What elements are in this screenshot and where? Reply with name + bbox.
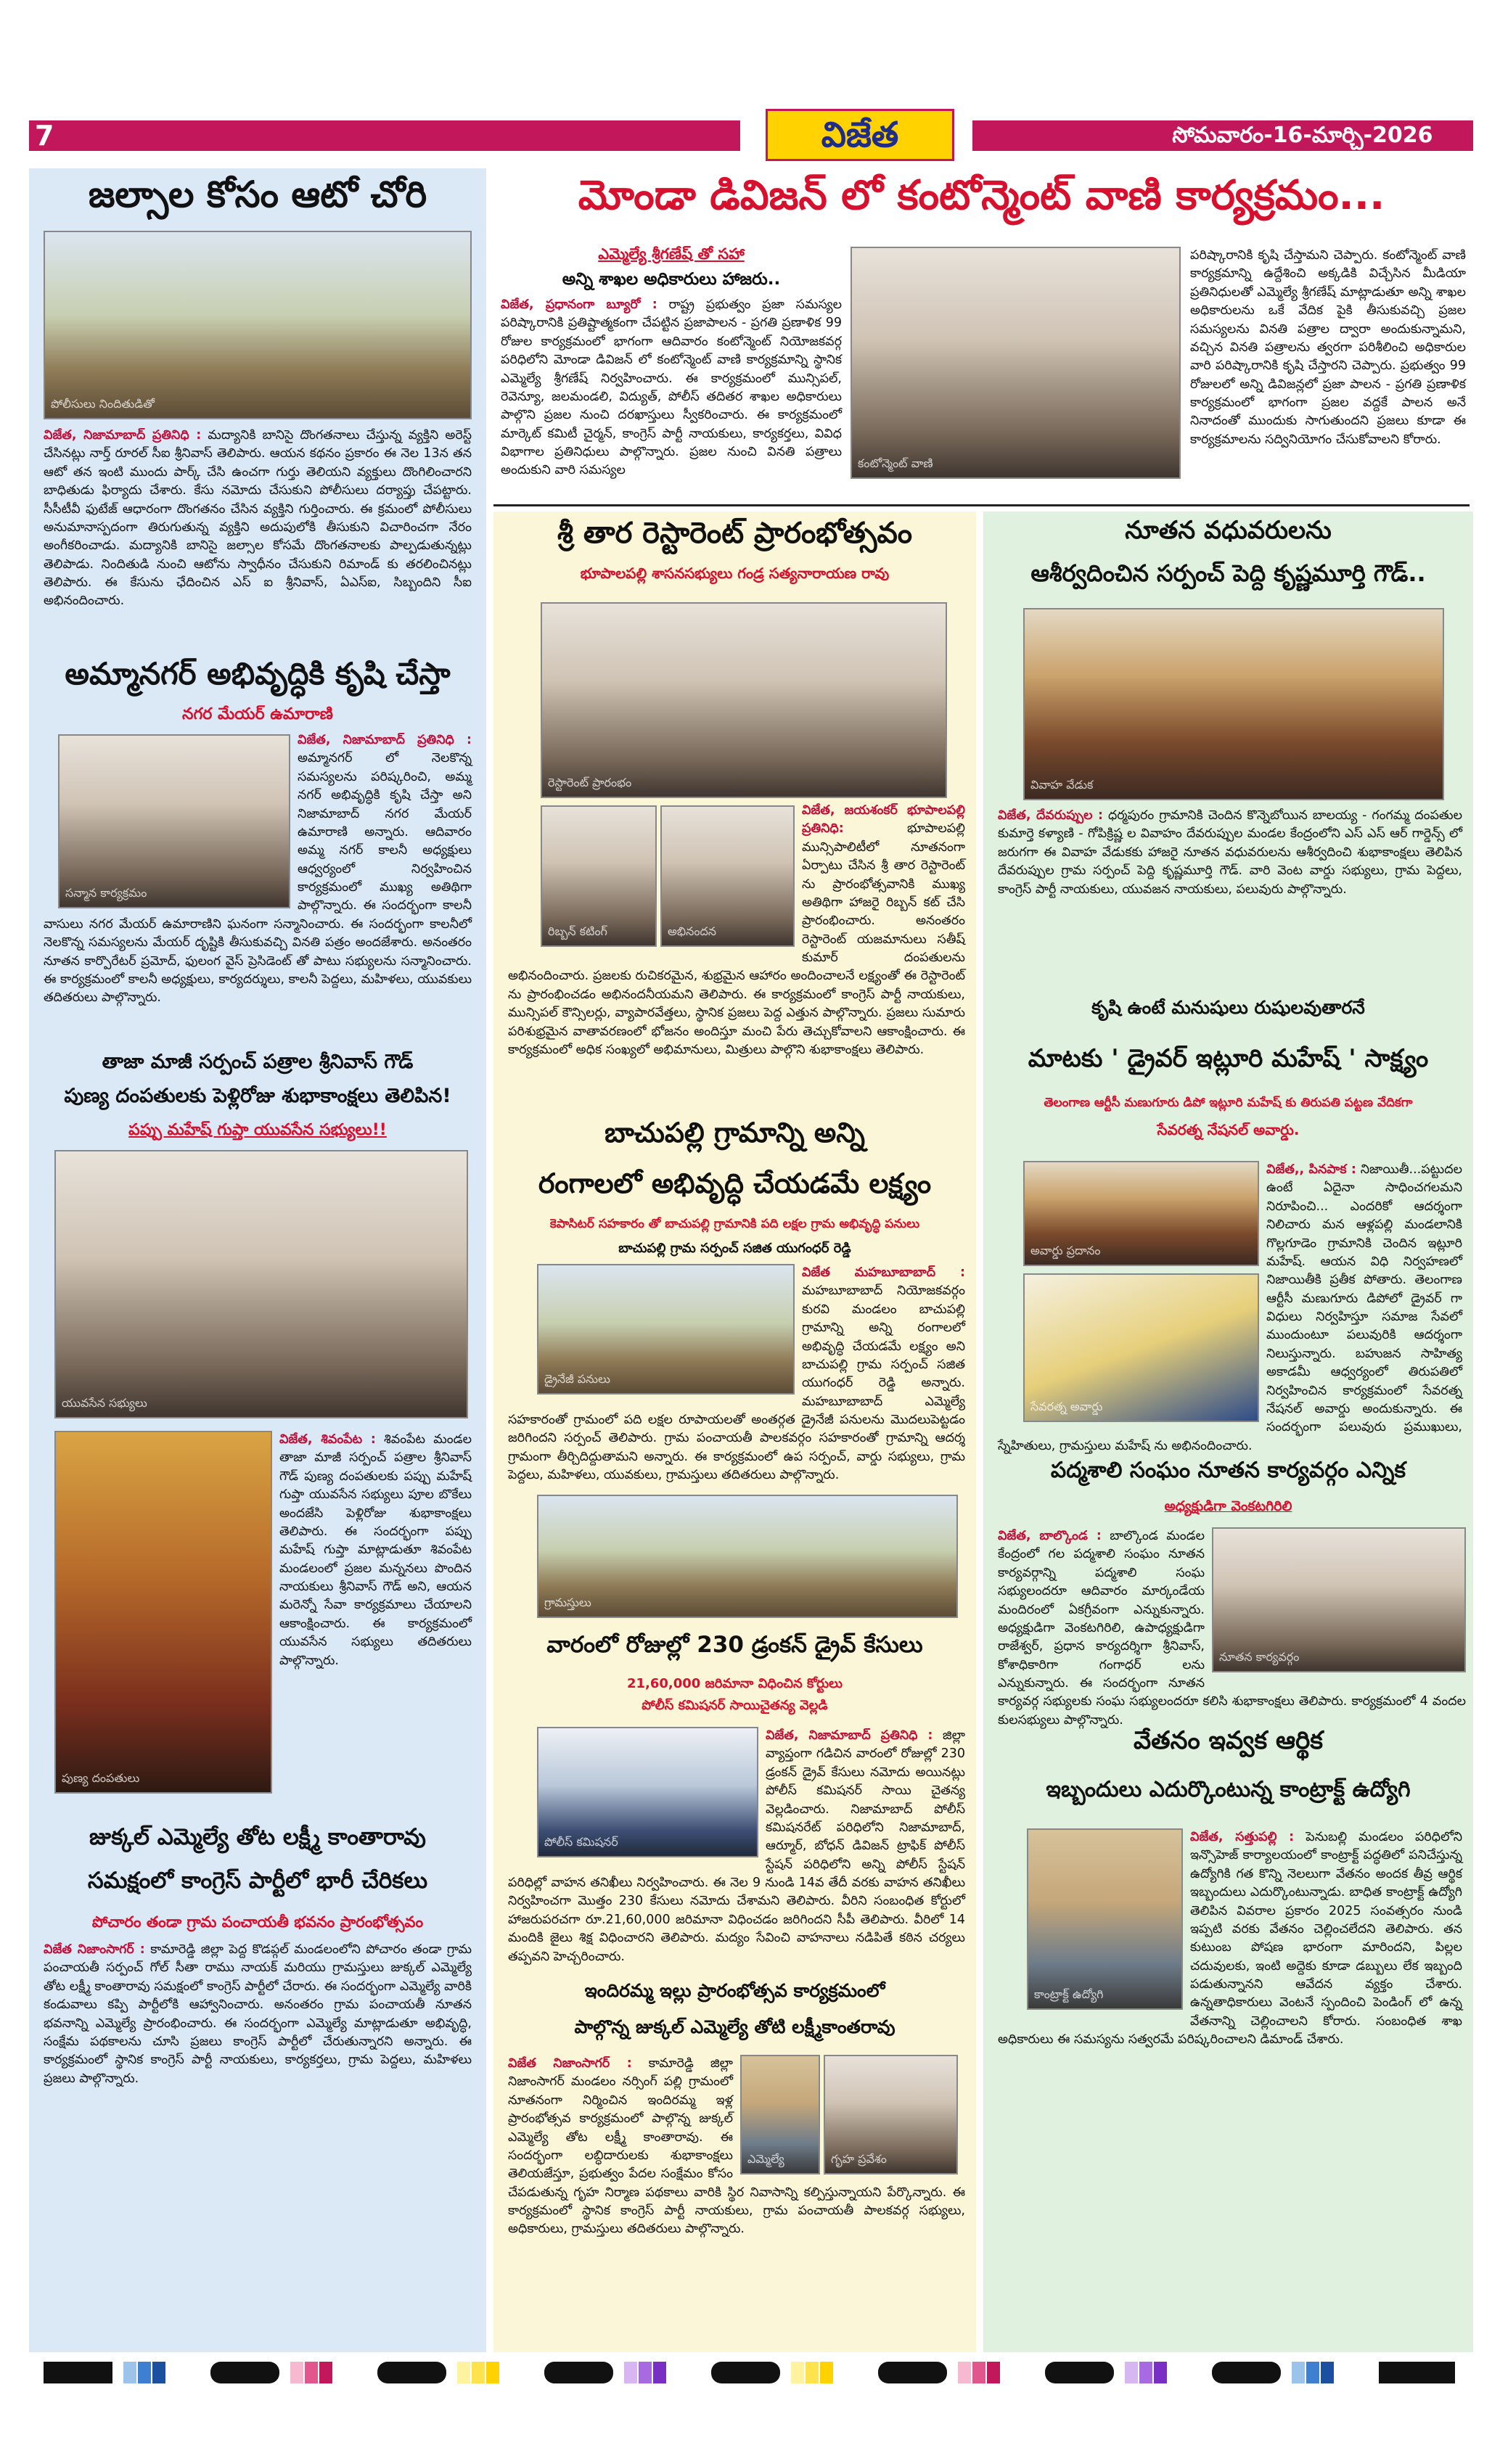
- subhead-bachupalli-1: కెపాసిటర్ సహకారం తో బాచుపల్లి గ్రామానికి పది లక్షల గ్రామ అభివృద్ధి పనులు: [549, 1217, 920, 1231]
- logo-text: విజేత: [821, 115, 899, 155]
- body-employee: పెనుబల్లి మండలం పరిధిలోని ఇన్సొహెజ్ కార్యాలయంలో కాంట్రాక్ట్ పద్ధతిలో పనిచేస్తున్న ఉద్యోగికి గత కొన్ని నెలలుగా వేతనం అందక తీవ్ర ఆర్థిక ఇబ్బందులు ఎదుర్కొంటున్నాడు. బాధిత కాంట్రాక్ట్ ఉద్యోగి తెలిపిన వివరాల ప్రకారం 2025 సంవత్సరం నుండి ఇప్పటి వరకు వేతనం చెల్లించలేదని తెలిపారు. తన కుటుంబ పోషణ భారంగా మారిందని, పిల్లల చదువులకు, ఇంటి అద్దెకు కూడా డబ్బులు లేక ఇబ్బంది పడుతున్నానని ఆవేదన వ్యక్తం చేశారు. ఉన్నతాధికారులు వెంటనే స్పందించి పెండింగ్ లో ఉన్న వేతనాన్ని చెల్లించాలని కోరారు. సంబంధిత శాఖ అధికారులు ఈ సమస్యను సత్వరమే పరిష్కరించాలని డిమాండ్ చేశారు.: [998, 1830, 1462, 2048]
- photo-anniversary-group: యువసేన సభ్యులు: [54, 1150, 468, 1418]
- dateline-tara: విజేత, జయశంకర్ భూపాలపల్లి ప్రతినిధి:: [802, 803, 965, 837]
- photo-tara-b: అభినందన: [660, 805, 795, 947]
- kicker-monda: ఎమ్మెల్యే శ్రీగణేష్ తో సహా: [598, 245, 745, 263]
- subhead-bachupalli-2: బాచుపల్లి గ్రామ సర్పంచ్ సజిత యుగంధర్ రెడ్డి: [618, 1241, 851, 1256]
- divider-top-banner: [493, 504, 1470, 506]
- headline-driver-2: మాటకు ' డ్రైవర్ ఇట్లూరి మహేష్ ' సాక్ష్యం: [1028, 1044, 1429, 1073]
- dateline-anniversary: విజేత, శివంపేట :: [279, 1432, 376, 1447]
- article-auto-theft: [44, 427, 472, 648]
- headline-auto-theft: జల్సాల కోసం ఆటో చోరి: [88, 173, 427, 215]
- subhead-driver-2: సేవరత్న నేషనల్ అవార్డు.: [1157, 1121, 1300, 1138]
- dateline-jukkal: విజేత నిజాంసాగర్ :: [44, 1942, 145, 1957]
- headline-sarpanch-1: నూతన వధువరులను: [1125, 516, 1332, 545]
- headline-drunk-drive: వారంలో రోజుల్లో 230 డ్రంకన్ డ్రైవ్ కేసులు: [546, 1632, 923, 1658]
- headline-indiramma-1: ఇందిరమ్మ ఇల్లు ప్రారంభోత్సవ కార్యక్రమంలో: [584, 1980, 885, 2001]
- photo-ammanagar: సన్మాన కార్యక్రమం: [58, 734, 290, 908]
- headline-jukkal-2: సమక్షంలో కాంగ్రెస్ పార్టీలో భారీ చేరికలు: [87, 1868, 428, 1894]
- subhead-drunk-drive-2: పోలీస్ కమిషనర్ సాయిచైతన్య వెల్లడి: [642, 1698, 828, 1713]
- subhead-tara: భూపాలపల్లి శాసనసభ్యులు గండ్ర సత్యనారాయణ రావు: [580, 564, 890, 582]
- body-ammanagar: అమ్మానగర్ లో నెలకొన్న సమస్యలను పరిష్కరించి, అమ్మ నగర్ అభివృద్ధికి కృషి చేస్తా అని నిజామాబాద్ నగర మేయర్ ఉమారాణి అన్నారు. ఆదివారం అమ్మ నగర్ కాలనీ అధ్యక్షులు ఆధ్వర్యంలో నిర్వహించిన కార్యక్రమంలో ముఖ్య అతిథిగా పాల్గొన్నారు. ఈ సందర్భంగా కాలనీ వాసులు నగర మేయర్ ఉమారాణిని ఘనంగా సన్మానించారు. ఈ సందర్భంగా కాలనీలో నెలకొన్న సమస్యలను మేయర్ దృష్టికి తీసుకువచ్చి వినతి పత్రం అందజేశారు. అనంతరం నూతన కార్పొరేటర్ ప్రమోద్, ఫులంగ వైస్ ప్రెసిడెంట్ తో పాటు సభ్యులను సన్మానించారు. ఈ కార్యక్రమంలో కాలనీ అధ్యక్షులు, కార్యదర్శులు, కాలనీ పెద్దలు, మహిళలు, యువకులు తదితరులు పాల్గొన్నారు.: [44, 751, 472, 1006]
- dateline-sarpanch: విజేత, దేవరుప్పుల :: [998, 808, 1104, 823]
- body-padmashali: బాల్కొండ మండల కేంద్రంలో గల పద్మశాలి సంఘం నూతన కార్యవర్గాన్ని పద్మశాలి సంఘ సభ్యులందరూ ఆదివారం మార్కండేయ మందిరంలో ఏకగ్రీవంగా ఎన్నుకున్నారు. అధ్యక్షుడిగా వెంకటగిరిలి, ఉపాధ్యక్షుడిగా రాజేశ్వర్, ప్రధాన కార్యదర్శిగా శ్రీనివాస్, కోశాధికారిగా గంగాధర్ లను ఎన్నుకున్నారు. ఈ సందర్భంగా నూతన కార్యవర్గ సభ్యులకు సంఘ సభ్యులందరూ కలిసి శుభాకాంక్షలు తెలిపారు. కార్యక్రమంలో 4 వందల కులసభ్యులు పాల్గొన్నారు.: [998, 1529, 1466, 1728]
- headline-employee-1: వేతనం ఇవ్వక ఆర్థిక: [1134, 1726, 1323, 1755]
- headline-bachupalli-1: బాచుపల్లి గ్రామాన్ని అన్ని: [604, 1117, 865, 1149]
- body-drunk-drive: జిల్లా వ్యాప్తంగా గడిచిన వారంలో రోజుల్లో 230 డ్రంకన్ డ్రైవ్ కేసులు నమోదు అయినట్లు పోలీస్ కమిషనర్ సాయి చైతన్య వెల్లడించారు. నిజామాబాద్ పోలీస్ కమిషనరేట్ పరిధిలోని నిజామాబాద్, ఆర్మూర్, బోధన్ డివిజన్ ట్రాఫిక్ పోలీస్ స్టేషన్ పరిధిలోని అన్ని పోలీస్ స్టేషన్ పరిధిల్లో వాహన తనిఖీలు నిర్వహించారు. ఈ నెల 9 నుండి 14వ తేదీ వరకు వాహన తనిఖీలు నిర్వహించగా మొత్తం 230 కేసులు నమోదు చేశామని తెలిపారు. వీరిని సంబంధిత కోర్టులో హాజరుపరచగా రూ.21,60,000 జరిమానా విధించడం జరిగిందని సీపీ తెలిపారు. వీరిలో 14 మందికి జైలు శిక్ష విధించారని తెలిపారు. మద్యం సేవించి వాహనాలు నడిపితే కఠిన చర్యలు తప్పవని హెచ్చరించారు.: [508, 1728, 965, 1964]
- headline-tara: శ్రీ తార రెస్టారెంట్ ప్రారంభోత్సవం: [557, 517, 913, 550]
- headline-monda: మోండా డివిజన్ లో కంటోన్మెంట్ వాణి కార్యక్రమం...: [578, 172, 1385, 219]
- headline-anniversary-2: పుణ్య దంపతులకు పెళ్లిరోజు శుభాకాంక్షలు తెలిపిన!: [64, 1085, 451, 1107]
- photo-bachupalli-b: గ్రామస్తులు: [537, 1495, 958, 1618]
- dateline-indiramma: విజేత నిజాంసాగర్ :: [508, 2056, 632, 2071]
- article-drunk-drive: [508, 1727, 965, 1966]
- dateline-drunk-drive: విజేత, నిజామాబాద్ ప్రతినిధి :: [766, 1728, 933, 1743]
- registration-bar: [44, 2362, 1459, 2385]
- body-indiramma: కామారెడ్డి జిల్లా నిజాంసాగర్ మండలం నర్సింగ్ పల్లి గ్రామంలో నూతనంగా నిర్మించిన ఇందిరమ్మ ఇళ్ల ప్రారంభోత్సవ కార్యక్రమంలో పాల్గొన్న జుక్కల్ ఎమ్మెల్యే తోట లక్ష్మీ కాంతారావు. ఈ సందర్భంగా లబ్ధిదారులకు శుభాకాంక్షలు తెలియజేస్తూ, ప్రభుత్వం పేదల సంక్షేమం కోసం చేపడుతున్న గృహ నిర్మాణ పథకాలు వారికి స్థిర నివాసాన్ని కల్పిస్తున్నాయని పేర్కొన్నారు. ఈ కార్యక్రమంలో స్థానిక కాంగ్రెస్ పార్టీ నాయకులు, గ్రామ పంచాయతీ పాలకవర్గ సభ్యులు, అధికారులు, గ్రామస్తులు తదితరులు పాల్గొన్నారు.: [508, 2056, 965, 2237]
- headline-jukkal-1: జుక్కల్ ఎమ్మెల్యే తోట లక్ష్మీ కాంతారావు: [89, 1824, 426, 1850]
- date-line: సోమవారం-16-మార్చి-2026: [1172, 123, 1433, 148]
- photo-anniversary-couple: పుణ్య దంపతులు: [54, 1431, 272, 1794]
- body-jukkal: కామారెడ్డి జిల్లా పెద్ద కొడప్గల్ మండలంలోని పోచారం తండా గ్రామ పంచాయతీ సర్పంచ్ గోల్ సీతా రాము నాయక్ మరియు గ్రామస్తులు జుక్కల్ ఎమ్మెల్యే తోట లక్ష్మీ కాంతారావు సమక్షంలో కాంగ్రెస్ పార్టీలో చేరారు. ఈ సందర్భంగా ఎమ్మెల్యే వారికి కండువాలు కప్పి పార్టీలోకి ఆహ్వానించారు. అనంతరం గ్రామ పంచాయతీ నూతన భవనాన్ని ఎమ్మెల్యే ప్రారంభించారు. ఈ సందర్భంగా ఎమ్మెల్యే మాట్లాడుతూ అభివృద్ధి, సంక్షేమ పథకాలను చూసి ప్రజలు కాంగ్రెస్ పార్టీలో చేరుతున్నారని అన్నారు. ఈ కార్యక్రమంలో స్థానిక కాంగ్రెస్ పార్టీ నాయకులు, కార్యకర్తలు, గ్రామ పెద్దలు, మహిళలు ప్రజలు పాల్గొన్నారు.: [44, 1942, 472, 2086]
- dateline-employee: విజేత, సత్తుపల్లి :: [1190, 1830, 1295, 1844]
- article-monda-right: పరిష్కారానికి కృషి చేస్తామని చెప్పారు. కంటోన్మెంట్ వాణి కార్యక్రమాన్ని ఉద్దేశించి అక్కడికి విచ్చేసిన మీడియా ప్రతినిధులతో ఎమ్మెల్యే శ్రీగణేష్ మాట్లాడుతూ అన్ని శాఖల అధికారులను ఒకే వేదిక పైకి తీసుకువచ్చి ప్రజల సమస్యలను వినతి పత్రాల ద్వారా అందుకున్నామని, వచ్చిన వినతి పత్రాలను త్వరగా పరిశీలించి అధికారుల వారి పరిష్కారానికి కృషి చేస్తారని చెప్పారు. ప్రభుత్వం 99 రోజులలో అన్ని డివిజన్లలో ప్రజా పాలన - ప్రగతి ప్రణాళిక కార్యక్రమంలో భాగంగా ప్రజల వద్దకే పాలన అనే నినాదంతో ముందుకు సాగుతుందని ప్రజలు కూడా ఈ కార్యక్రమాలను సద్వినియోగం చేసుకోవాలని కోరారు.: [1190, 248, 1466, 447]
- headline-padmashali: పద్మశాలి సంఘం నూతన కార్యవర్గం ఎన్నిక: [1050, 1458, 1406, 1483]
- headline-employee-2: ఇబ్బందులు ఎదుర్కొంటున్న కాంట్రాక్ట్ ఉద్యోగి: [1046, 1777, 1411, 1802]
- subhead-ammanagar: నగర మేయర్ ఉమారాణి: [182, 705, 333, 723]
- photo-tara-main: రెస్టారెంట్ ప్రారంభం: [541, 602, 947, 798]
- dateline-ammanagar: విజేత, నిజామాబాద్ ప్రతినిధి :: [298, 733, 472, 747]
- subhead-drunk-drive-1: 21,60,000 జరిమానా విధించిన కోర్టులు: [626, 1676, 843, 1691]
- article-jukkal: [44, 1941, 472, 2130]
- headline-ammanagar: అమ్మానగర్ అభివృద్ధికి కృషి చేస్తా: [65, 656, 451, 691]
- article-employee: [998, 1828, 1462, 2340]
- article-monda-left: [501, 296, 842, 506]
- headline-sarpanch-2: ఆశీర్వదించిన సర్పంచ్ పెద్ది కృష్ణమూర్తి గౌడ్..: [1030, 559, 1426, 587]
- subhead-padmashali: అధ్యక్షుడిగా వెంకటగిరిలి: [1164, 1498, 1292, 1514]
- article-tara: [508, 802, 965, 1096]
- body-tara: భూపాలపల్లి మున్సిపాలిటీలో నూతనంగా ఏర్పాటు చేసిన శ్రీ తార రెస్టారెంట్ ను ప్రారంభోత్సవానికి ముఖ్య అతిథిగా హాజరై రిబ్బన్ కట్ చేసి ప్రారంభించారు. అనంతరం రెస్టారెంట్ యజమానులు సతీష్ కుమార్ దంపతులను అభినందించారు. ప్రజలకు రుచికరమైన, శుభ్రమైన ఆహారం అందించాలనే లక్ష్యంతో ఈ రెస్టారెంట్ ను ప్రారంభించడం అభినందనీయమని తెలిపారు. ఈ కార్యక్రమంలో కాంగ్రెస్ పార్టీ నాయకులు, మున్సిపల్ కౌన్సిలర్లు, వ్యాపారవేత్తలు, స్థానిక ప్రజలు పెద్ద ఎత్తున పాల్గొన్నారు. ప్రజలు సుమారు పరిశుభ్రమైన వాతావరణంలో భోజనం అందిస్తూ మంచి పేరు తెచ్చుకోవాలని ఆకాంక్షించారు. ఈ కార్యక్రమంలో అధిక సంఖ్యలో అభిమానులు, మిత్రులు పాల్గొని శుభాకాంక్షలు తెలిపారు.: [508, 821, 965, 1057]
- photo-award-b: సేవరత్న అవార్డు: [1023, 1273, 1259, 1422]
- body-sarpanch: ధర్మపురం గ్రామానికి చెందిన కొన్నెబోయిన బాలయ్య - గంగమ్మ దంపతుల కుమార్తె కళ్యాణి - గోపిక్రిష్ణ ల వివాహం దేవరుప్పుల మండల కేంద్రంలోని ఎస్ ఎస్ ఆర్ గార్డెన్స్ లో జరుగగా ఈ వివాహ వేడుకకు హాజరై నూతన వధువరులను ఆశీర్వదించి శుభాకాంక్షలు తెలిపిన దేవరుప్పుల గ్రామ సర్పంచ్ పెద్ది కృష్ణమూర్తి గౌడ్. వారి వెంట వార్డు సభ్యులు, గ్రామ పెద్దలు, కాంగ్రెస్ పార్టీ నాయకులు, యువజన నాయకులు, పలువురు పాల్గొన్నారు.: [998, 808, 1462, 897]
- photo-drunk-drive: పోలీస్ కమిషనర్: [537, 1727, 758, 1857]
- headline-driver-1: కృషి ఉంటే మనుషులు రుషులవుతారనే: [1091, 997, 1365, 1018]
- headline-anniversary-1: తాజా మాజీ సర్పంచ్ పత్రాల శ్రీనివాస్ గౌడ్: [102, 1051, 414, 1073]
- subhead-monda: అన్ని శాఖల అధికారులు హాజరు..: [562, 270, 781, 289]
- body-driver: నిజాయితీ...పట్టుదల ఉంటే ఏదైనా సాధించగలమని నిరూపించి... ఎందరికో ఆదర్శంగా నిలిచారు మన ఆళ్లపల్లి మండలానికి గొల్లగూడెం గ్రామానికి చెందిన ఇట్లూరి మహేష్. ఆయన విధి నిర్వహణలో నిజాయితీకి ప్రతీక పోతారు. తెలంగాణ ఆర్టీసీ మణుగూరు డిపోలో డ్రైవర్ గా విధులు నిర్వహిస్తూ సమాజ సేవలో ముందుంటూ పలువురికి ఆదర్శంగా నిలుస్తున్నారు. బహుజన సాహిత్య అకాడమీ ఆధ్వర్యంలో తిరుపతిలో నిర్వహించిన కార్యక్రమంలో సేవరత్న నేషనల్ అవార్డు అందుకున్నారు. ఈ సందర్భంగా పలువురు ప్రముఖులు, స్నేహితులు, గ్రామస్తులు మహేష్ ను అభినందించారు.: [998, 1162, 1462, 1453]
- body-anniversary: శివంపేట మండల తాజా మాజీ సర్పంచ్ పత్రాల శ్రీనివాస్ గౌడ్ పుణ్య దంపతులకు పప్పు మహేష్ గుప్తా యువసేన సభ్యులు పూల బొకేలు అందజేసి పెళ్లిరోజు శుభాకాంక్షలు తెలిపారు. ఈ సందర్భంగా పప్పు మహేష్ గుప్తా మాట్లాడుతూ శివంపేట మండలంలో ప్రజల మన్ననలు పొందిన నాయకులు శ్రీనివాస్ గౌడ్ అని, ఆయన మరెన్నో సేవా కార్యక్రమాలు చేయాలని ఆకాంక్షించారు. ఈ కార్యక్రమంలో యువసేన సభ్యులు తదితరులు పాల్గొన్నారు.: [279, 1432, 472, 1668]
- photo-monda: కంటోన్మెంట్ వాణి: [851, 247, 1181, 479]
- article-ammanagar: [44, 731, 472, 1040]
- subhead-jukkal: పోచారం తండా గ్రామ పంచాయతీ భవనం ప్రారంభోత్సవం: [91, 1913, 424, 1931]
- photo-employee: కాంట్రాక్ట్ ఉద్యోగి: [1027, 1828, 1183, 2010]
- photo-indiramma-a: ఎమ్మెల్యే: [740, 2055, 820, 2175]
- article-driver: [998, 1161, 1462, 1453]
- photo-tara-a: రిబ్బన్ కటింగ్: [541, 805, 657, 947]
- body-bachupalli: మహబూబాబాద్ నియోజకవర్గం కురవి మండలం బాచుపల్లి గ్రామాన్ని అన్ని రంగాలలో అభివృద్ధి చేయడమే లక్ష్యం అని బాచుపల్లి గ్రామ సర్పంచ్ సజిత యుగంధర్ రెడ్డి అన్నారు. మహబూబాబాద్ ఎమ్మెల్యే సహకారంతో గ్రామంలో పది లక్షల రూపాయలతో అంతర్గత డ్రైనేజీ పనులను మొదలుపెట్టడం జరిగిందని సర్పంచ్ తెలిపారు. గ్రామ పంచాయతీ పాలకవర్గం సహకారంతో గ్రామాన్ని ఆదర్శ గ్రామంగా తీర్చిదిద్దుతామని అన్నారు. ఈ కార్యక్రమంలో ఉప సర్పంచ్, వార్డు సభ్యులు, గ్రామ పెద్దలు, మహిళలు, యువకులు, గ్రామస్తులు తదితరులు పాల్గొన్నారు.: [508, 1284, 965, 1483]
- photo-bachupalli-a: డ్రైనేజీ పనులు: [537, 1264, 795, 1395]
- subhead-anniversary: పప్పు మహేష్ గుప్తా యువసేన సభ్యులు!!: [128, 1121, 387, 1139]
- masthead: [29, 109, 1473, 161]
- article-bachupalli: [508, 1264, 965, 1492]
- photo-auto-theft: పోలీసులు నిందితుడితో: [44, 231, 472, 419]
- dateline-auto-theft: విజేత, నిజామాబాద్ ప్రతినిధి :: [44, 428, 202, 443]
- dateline-driver: విజేత,, పినపాక :: [1266, 1162, 1356, 1177]
- subhead-driver-1: తెలంగాణ ఆర్టీసీ మణుగూరు డిపో ఇట్లూరి మహేష్ కు తిరుపతి పట్టణ వేదికగా: [1044, 1096, 1413, 1110]
- article-sarpanch: [998, 807, 1462, 974]
- page-number: 7: [35, 120, 54, 152]
- headline-indiramma-2: పాల్గొన్న జుక్కల్ ఎమ్మెల్యే తోటి లక్ష్మీకాంతరావు: [574, 2016, 896, 2037]
- photo-padmashali: నూతన కార్యవర్గం: [1212, 1527, 1466, 1672]
- photo-wedding: వివాహ వేడుక: [1023, 608, 1444, 800]
- body-auto-theft: మద్యానికి బానిసై దొంగతనాలు చేస్తున్న వ్యక్తిని అరెస్ట్ చేసినట్లు నార్త్ రూరల్ సీఐ శ్రీనివాస్ తెలిపారు. ఆయన కథనం ప్రకారం ఈ నెల 13న తన ఆటో తన ఇంటి ముందు పార్క్ చేసి ఉంచగా గుర్తు తెలియని వ్యక్తులు దొంగిలించారని బాధితుడు ఫిర్యాదు చేశారు. కేసు నమోదు చేసుకుని పోలీసులు దర్యాప్తు చేపట్టారు. సీసీటీవీ ఫుటేజ్ ఆధారంగా దొంగతనం చేసిన వ్యక్తిని గుర్తించారు. ఈ క్రమంలో పోలీసులు అనుమానాస్పదంగా తిరుగుతున్న వ్యక్తిని అదుపులోకి తీసుకుని విచారించగా నేరం అంగీకరించాడు. మద్యానికి బానిసై జల్సాల కోసమే దొంగతనాలకు పాల్పడుతున్నట్లు తెలిపాడు. నిందితుడి నుంచి ఆటోను స్వాధీనం చేసుకుని రిమాండ్ కు తరలించినట్లు తెలిపారు. ఈ కేసును ఛేదించిన ఎస్ ఐ శ్రీనివాస్, ఏఎస్ఐ, సిబ్బందిని సీఐ అభినందించారు.: [44, 428, 472, 609]
- article-indiramma: [508, 2055, 965, 2345]
- dateline-padmashali: విజేత, బాల్కొండ :: [998, 1529, 1102, 1543]
- article-anniversary: [44, 1431, 472, 1808]
- body-monda-left: రాష్ట్ర ప్రభుత్వం ప్రజా సమస్యల పరిష్కారానికి ప్రతిష్టాత్మకంగా చేపట్టిన ప్రజాపాలన - ప్రగతి ప్రణాళిక 99 రోజుల కార్యక్రమంలో భాగంగా ఆదివారం కంటోన్మెంట్ నియోజకవర్గ పరిధిలోని మోండా డివిజన్ లో కంటోన్మెంట్ వాణి కార్యక్రమాన్ని స్థానిక ఎమ్మెల్యే శ్రీగణేష్ నిర్వహించారు. ఈ కార్యక్రమంలో మున్సిపల్, రెవెన్యూ, జలమండలి, విద్యుత్, పోలీస్ తదితర శాఖల అధికారులు పాల్గొని ప్రజల నుంచి దరఖాస్తులు స్వీకరించారు. ఈ కార్యక్రమంలో మార్కెట్ కమిటీ చైర్మన్, కాంగ్రెస్ పార్టీ నాయకులు, కార్యకర్తలు, వివిధ విభాగాల ప్రతినిధులు పాల్గొన్నారు. ప్రజల నుంచి వినతి పత్రాలు అందుకుని వారి సమస్యల: [501, 297, 842, 478]
- dateline-monda: విజేత, ప్రధానంగా బ్యూరో :: [501, 297, 657, 312]
- dateline-bachupalli: విజేత మహబూబాబాద్ :: [802, 1265, 965, 1280]
- masthead-left-band: [29, 120, 740, 151]
- headline-bachupalli-2: రంగాలలో అభివృద్ధి చేయడమే లక్ష్యం: [538, 1167, 932, 1199]
- photo-indiramma-b: గృహ ప్రవేశం: [824, 2055, 958, 2175]
- photo-award-a: అవార్డు ప్రదానం: [1023, 1161, 1259, 1266]
- masthead-logo: [766, 109, 954, 161]
- article-padmashali: [998, 1527, 1466, 1728]
